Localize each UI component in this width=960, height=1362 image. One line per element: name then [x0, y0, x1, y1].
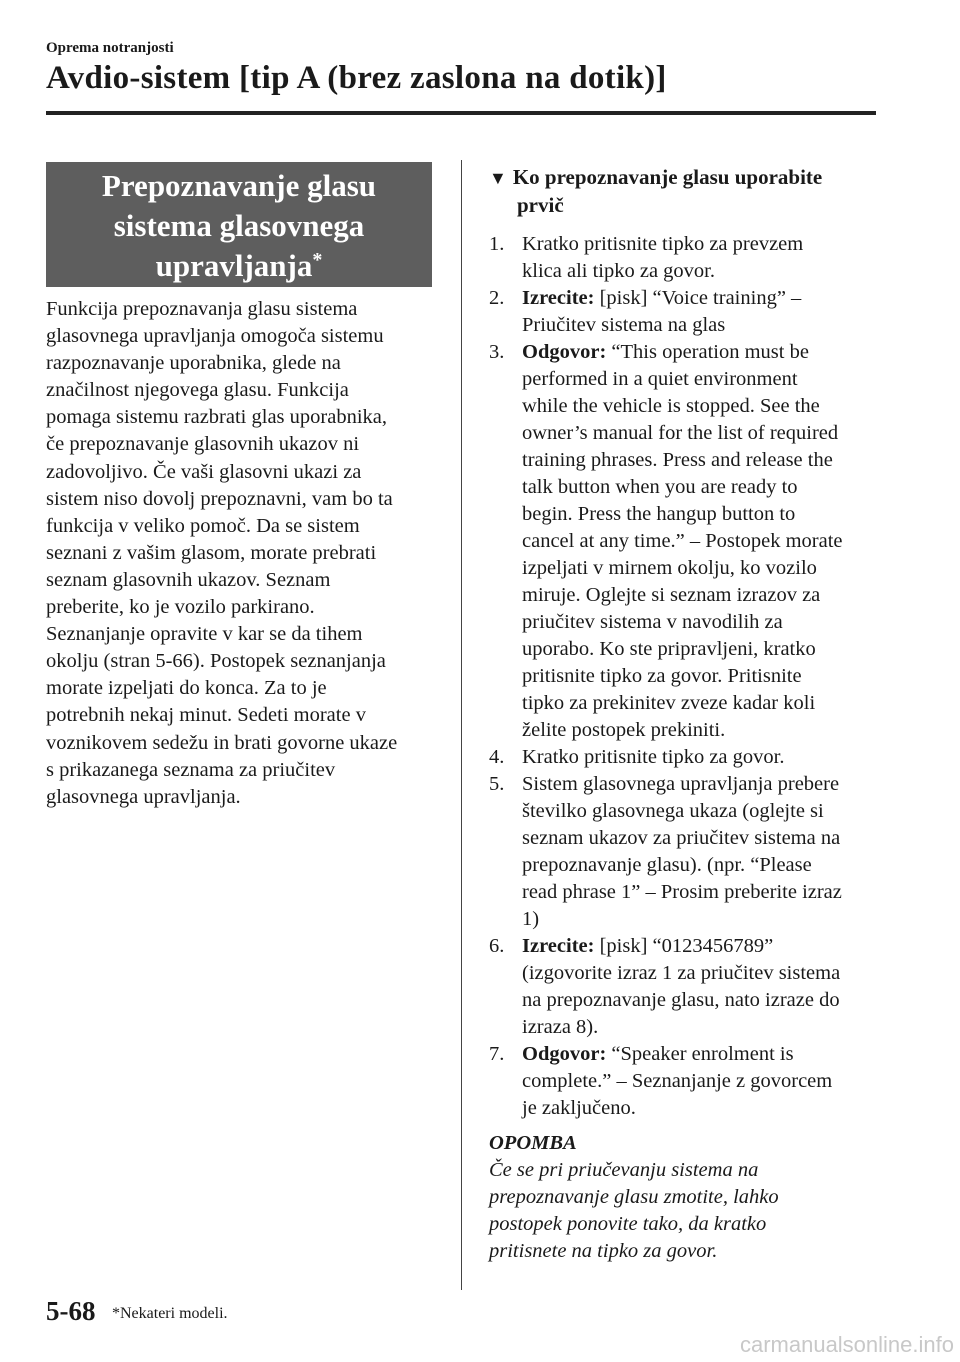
step-line: read phrase 1” – Prosim preberite izraz: [522, 881, 842, 903]
step-item: [489, 285, 879, 339]
step-line: seznam ukazov za priučitev sistema na: [522, 827, 841, 849]
page-number: 5-68: [46, 1296, 96, 1326]
step-number: 6.: [489, 935, 505, 957]
note-line: pritisnete na tipko za govor.: [489, 1240, 718, 1262]
step-line: owner’s manual for the list of required: [522, 422, 839, 444]
body-line: Seznanjanje opravite v kar se da tihem: [46, 623, 363, 646]
subheading: [489, 164, 879, 219]
header-rule: [46, 111, 876, 115]
step-line: 1): [522, 908, 540, 930]
section-title-line: upravljanja*: [155, 248, 323, 283]
column-divider: [461, 160, 462, 1290]
step-line: talk button when you are ready to: [522, 476, 798, 498]
step-line: prepoznavanje glasu). (npr. “Please: [522, 854, 812, 876]
body-line: s prikazanega seznama za priučitev: [46, 758, 336, 781]
step-line: performed in a quiet environment: [522, 368, 798, 390]
step-line: (izgovorite izraz 1 za priučitev sistema: [522, 962, 841, 984]
triangle-marker-icon: ▼: [489, 168, 507, 188]
step-line: želite postopek prekiniti.: [522, 719, 726, 741]
step-line: tipko za prekinitev zveze kadar koli: [522, 692, 816, 714]
step-item: [489, 744, 879, 771]
step-number: 1.: [489, 233, 505, 255]
step-number: 3.: [489, 341, 505, 363]
step-item: [489, 771, 879, 933]
chapter-title: Avdio-sistem [tip A (brez zaslona na dotik)]: [46, 60, 667, 96]
step-line: miruje. Oglejte si seznam izrazov za: [522, 584, 821, 606]
running-head: Oprema notranjosti: [46, 40, 174, 56]
step-line: begin. Press the hangup button to: [522, 503, 796, 525]
note-line: Če se pri priučevanju sistema na: [489, 1159, 759, 1181]
watermark: carmanualsonline.info: [739, 1332, 954, 1357]
step-line: klica ali tipko za govor.: [522, 260, 715, 282]
body-line: glasovnega upravljanja.: [46, 785, 241, 808]
body-line: razpoznavanje uporabnika, glede na: [46, 352, 341, 375]
note: [489, 1130, 879, 1265]
body-line: sistem niso dovolj prepoznavni, vam bo ta: [46, 487, 393, 510]
note-line: postopek ponovite tako, da kratko: [489, 1213, 767, 1235]
step-item: [489, 933, 879, 1041]
step-line: Sistem glasovnega upravljanja prebere: [522, 773, 840, 795]
step-label: Odgovor:: [522, 341, 607, 363]
step-item: [489, 231, 879, 285]
subheading-line: Ko prepoznavanje glasu uporabite: [512, 165, 823, 189]
step-line: Kratko pritisnite tipko za prevzem: [522, 233, 804, 255]
step-number: 7.: [489, 1043, 505, 1065]
step-label: Izrecite:: [522, 935, 595, 957]
body-line: potrebnih nekaj minut. Sedeti morate v: [46, 704, 366, 727]
body-line: značilnost njegovega glasu. Funkcija: [46, 379, 349, 402]
body-line: okolju (stran 5-66). Postopek seznanjanja: [46, 650, 386, 673]
subheading-line: prvič: [517, 193, 564, 217]
body-line: Funkcija prepoznavanja glasu sistema: [46, 298, 358, 320]
step-number: 5.: [489, 773, 505, 795]
note-title: OPOMBA: [489, 1132, 577, 1154]
body-line: voznikovem sedežu in brati govorne ukaze: [46, 731, 398, 754]
step-line: Priučitev sistema na glas: [522, 314, 726, 336]
step-number: 4.: [489, 746, 505, 768]
step-line: Odgovor: “Speaker enrolment is: [522, 1043, 794, 1065]
step-line: na prepoznavanje glasu, nato izraze do: [522, 989, 840, 1011]
body-line: pomaga sistemu razbrati glas uporabnika,: [46, 406, 387, 429]
body-line: funkcija v veliko pomoč. Da se sistem: [46, 514, 360, 537]
step-line: cancel at any time.” – Postopek morate: [522, 530, 843, 552]
step-line: izpeljati v mirnem okolju, ko vozilo: [522, 557, 817, 579]
section-title-box: [46, 162, 432, 287]
body-line: seznani z vašim glasom, morate prebrati: [46, 541, 377, 564]
step-number: 2.: [489, 287, 505, 309]
body-line: seznam glasovnih ukazov. Seznam: [46, 568, 331, 591]
step-item: [489, 1041, 879, 1122]
step-line: Odgovor: “This operation must be: [522, 341, 809, 363]
body-line: če prepoznavanje glasovnih ukazov ni: [46, 433, 360, 456]
note-line: prepoznavanje glasu zmotite, lahko: [489, 1186, 779, 1208]
body-line: preberite, ko je vozilo parkirano.: [46, 596, 315, 619]
step-line: Izrecite: [pisk] “Voice training” –: [522, 287, 802, 309]
left-body-text: [46, 296, 438, 811]
step-line: številko glasovnega ukaza (oglejte si: [522, 800, 824, 822]
steps-list: [489, 231, 879, 1122]
section-title-line: Prepoznavanje glasu: [101, 168, 377, 203]
step-line: Izrecite: [pisk] “0123456789”: [522, 935, 774, 957]
section-title-line: sistema glasovnega: [113, 208, 365, 243]
step-line: pritisnite tipko za govor. Pritisnite: [522, 665, 802, 687]
step-line: priučitev sistema v navodilih za: [522, 611, 783, 633]
step-line: je zaključeno.: [522, 1097, 636, 1119]
step-label: Izrecite:: [522, 287, 595, 309]
step-line: Kratko pritisnite tipko za govor.: [522, 746, 785, 768]
step-line: while the vehicle is stopped. See the: [522, 395, 820, 417]
footnote: *Nekateri modeli.: [112, 1305, 228, 1322]
step-line: training phrases. Press and release the: [522, 449, 833, 471]
step-line: izraza 8).: [522, 1016, 599, 1038]
step-item: [489, 339, 879, 744]
footnote-marker: *: [312, 249, 323, 271]
step-label: Odgovor:: [522, 1043, 607, 1065]
body-line: zadovoljivo. Če vaši glasovni ukazi za: [46, 460, 362, 483]
step-line: uporabo. Ko ste pripravljeni, kratko: [522, 638, 816, 660]
body-line: morate izpeljati do konca. Za to je: [46, 677, 327, 700]
step-line: complete.” – Seznanjanje z govorcem: [522, 1070, 833, 1092]
body-line: glasovnega upravljanja omogoča sistemu: [46, 325, 384, 348]
